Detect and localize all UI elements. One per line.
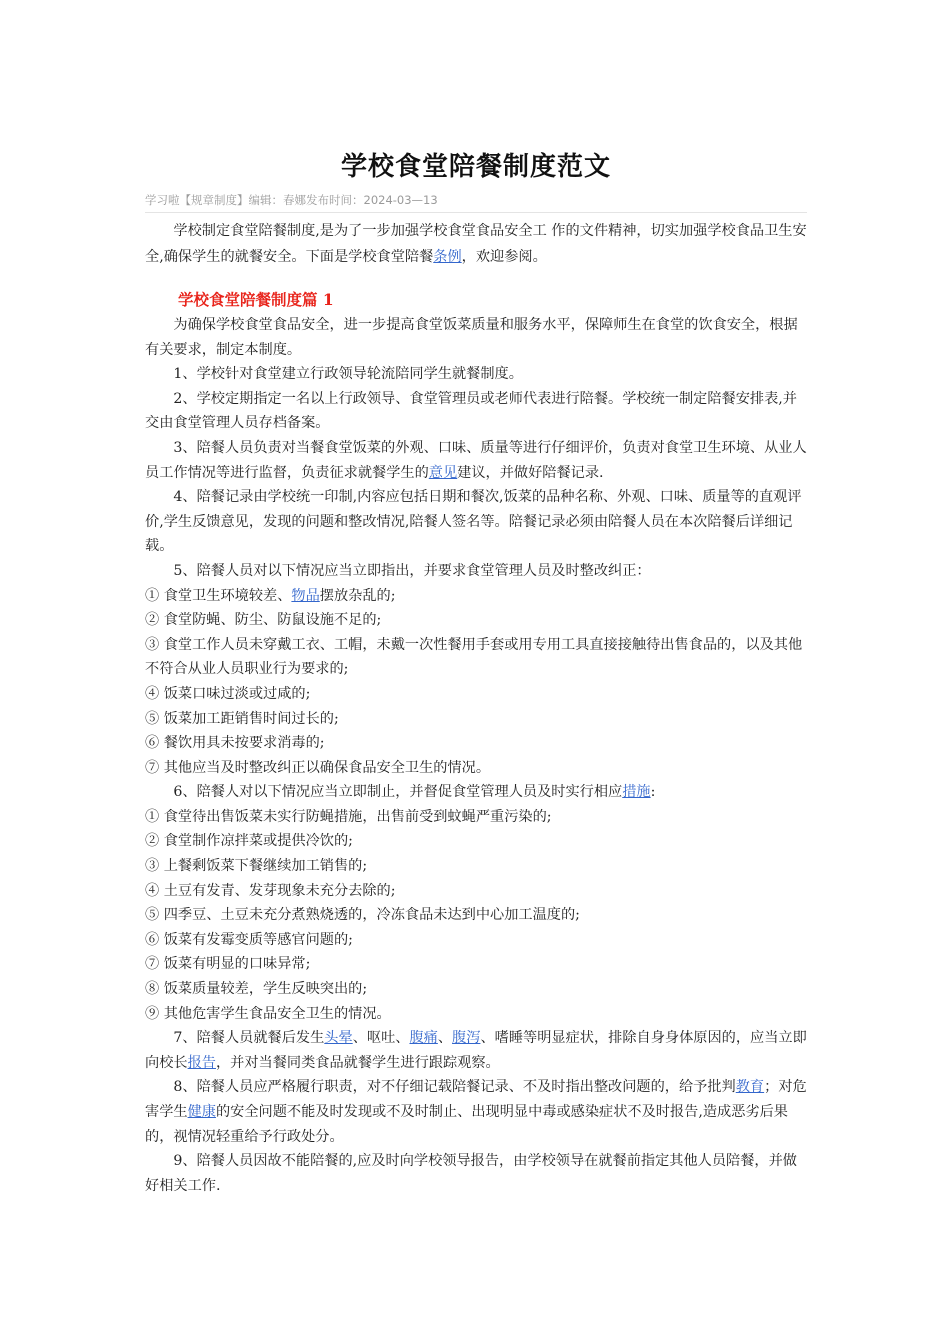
p7-text: 、嗜睡等明显症状，排除自身身体原因的，应当立即向校长 [145,1030,807,1071]
section-title: 学校食堂陪餐制度篇 1 [178,290,334,309]
paragraph-1: 1、学校针对食堂建立行政领导轮流陪同学生就餐制度。 [173,366,523,383]
link-jiaoyu[interactable]: 教育 [735,1079,765,1096]
list-item: ⑤ 四季豆、土豆未充分煮熟烧透的，冷冻食品未达到中心加工温度的; [145,907,580,924]
list-item: ③ 食堂工作人员未穿戴工衣、工帽，未戴一次性餐用手套或用专用工具直接接触待出售食品的，以及其他不符合从业人员职业行为要求的; [145,636,803,678]
link-touyun[interactable]: 头晕 [324,1030,353,1047]
list-item [145,584,807,609]
list-item: ⑧ 饭菜质量较差，学生反映突出的; [145,981,368,998]
p7-text: 7、陪餐人员就餐后发生 [173,1030,325,1047]
paragraph-3 [145,436,807,485]
p8-text: ；对危害学生 [145,1079,807,1120]
link-cuoshi[interactable]: 措施 [622,784,651,801]
list-item-text: ① 食堂卫生环境较差、 [145,587,292,604]
article-meta: 学习啦【规章制度】编辑：春娜发布时间：2024-03—13 [145,193,438,207]
paragraph-9: 9、陪餐人员因故不能陪餐的,应及时向学校领导报告，由学校领导在就餐前指定其他人员陪餐，并做好相关工作. [145,1153,797,1194]
link-wupin[interactable]: 物品 [291,587,320,604]
link-futong[interactable]: 腹痛 [409,1030,438,1047]
list-item: ⑦ 其他应当及时整改纠正以确保食品安全卫生的情况。 [145,759,491,776]
link-yijian[interactable]: 意见 [428,464,458,481]
p7-text: 、 [437,1030,453,1047]
link-fuxie[interactable]: 腹泻 [452,1030,481,1047]
p3-text-end: 建议，并做好陪餐记录. [457,464,604,481]
paragraph-2: 2、学校定期指定一名以上行政领导、食堂管理员或老师代表进行陪餐。学校统一制定陪餐安排表,并交由食堂管理人员存档备案。 [145,390,797,432]
paragraph-6 [145,780,807,805]
intro-text: 学校制定食堂陪餐制度,是为了一步加强学校食堂食品安全工 作的文件精神，切实加强学校食品卫生安全,确保学生的就餐安全。下面是学校食堂陪餐 [145,223,807,265]
paragraph-7 [145,1026,807,1075]
p6-text-end: : [650,784,656,801]
list-item: ⑥ 餐饮用具未按要求消毒的; [145,735,325,752]
list-item-text-end: 摆放杂乱的; [319,587,396,604]
divider [145,212,807,213]
list-item: ② 食堂防蝇、防尘、防鼠设施不足的; [145,612,382,629]
page-title: 学校食堂陪餐制度范文 [340,152,611,182]
list-item: ④ 饭菜口味过淡或过咸的; [145,685,311,702]
p8-text: 的安全问题不能及时发现或不及时制止、出现明显中毒或感染症状不及时报告,造成恶劣后果的，视情况轻重给予行政处分。 [145,1104,788,1145]
article-body [145,219,807,1198]
list-item: ② 食堂制作凉拌菜或提供冷饮的; [145,833,353,850]
link-baogao[interactable]: 报告 [187,1054,216,1071]
intro-text-end: ，欢迎参阅。 [461,248,547,265]
p7-text: ，并对当餐同类食品就餐学生进行跟踪观察。 [215,1054,500,1071]
paragraph-8 [145,1075,807,1149]
link-jiankang[interactable]: 健康 [187,1104,216,1120]
p8-text: 8、陪餐人员应严格履行职责，对不仔细记载陪餐记录、不及时指出整改问题的，给予批判 [173,1079,736,1096]
p6-text: 6、陪餐人对以下情况应当立即制止，并督促食堂管理人员及时实行相应 [173,784,623,801]
paragraph-5: 5、陪餐人员对以下情况应当立即指出，并要求食堂管理人员及时整改纠正： [173,562,651,579]
paragraph-0: 为确保学校食堂食品安全，进一步提高食堂饭菜质量和服务水平，保障师生在食堂的饮食安全，根据有关要求，制定本制度。 [145,317,798,358]
intro-paragraph [145,219,807,270]
p7-text: 、呕吐、 [352,1030,410,1047]
list-item: ⑦ 饭菜有明显的口味异常; [145,956,311,973]
p3-text: 3、陪餐人员负责对当餐食堂饭菜的外观、口味、质量等进行仔细评价，负责对食堂卫生环境、从业人员工作情况等进行监督，负责征求就餐学生的 [145,439,807,481]
list-item: ③ 上餐剩饭菜下餐继续加工销售的; [145,858,368,875]
link-tiaoli[interactable]: 条例 [433,248,462,265]
list-item: ⑥ 饭菜有发霉变质等感官问题的; [145,931,353,948]
paragraph-4: 4、陪餐记录由学校统一印制,内容应包括日期和餐次,饭菜的品种名称、外观、口味、质量等的直观评价,学生反馈意见，发现的问题和整改情况,陪餐人签名等。陪餐记录必须由陪餐人员在本次陪餐后详细记载。 [145,489,802,555]
list-item: ④ 土豆有发青、发芽现象未充分去除的; [145,882,396,899]
list-item: ① 食堂待出售饭菜未实行防蝇措施，出售前受到蚊蝇严重污染的; [145,808,552,825]
list-item: ⑤ 饭菜加工距销售时间过长的; [145,710,339,727]
list-item: ⑨ 其他危害学生食品安全卫生的情况。 [145,1005,391,1022]
